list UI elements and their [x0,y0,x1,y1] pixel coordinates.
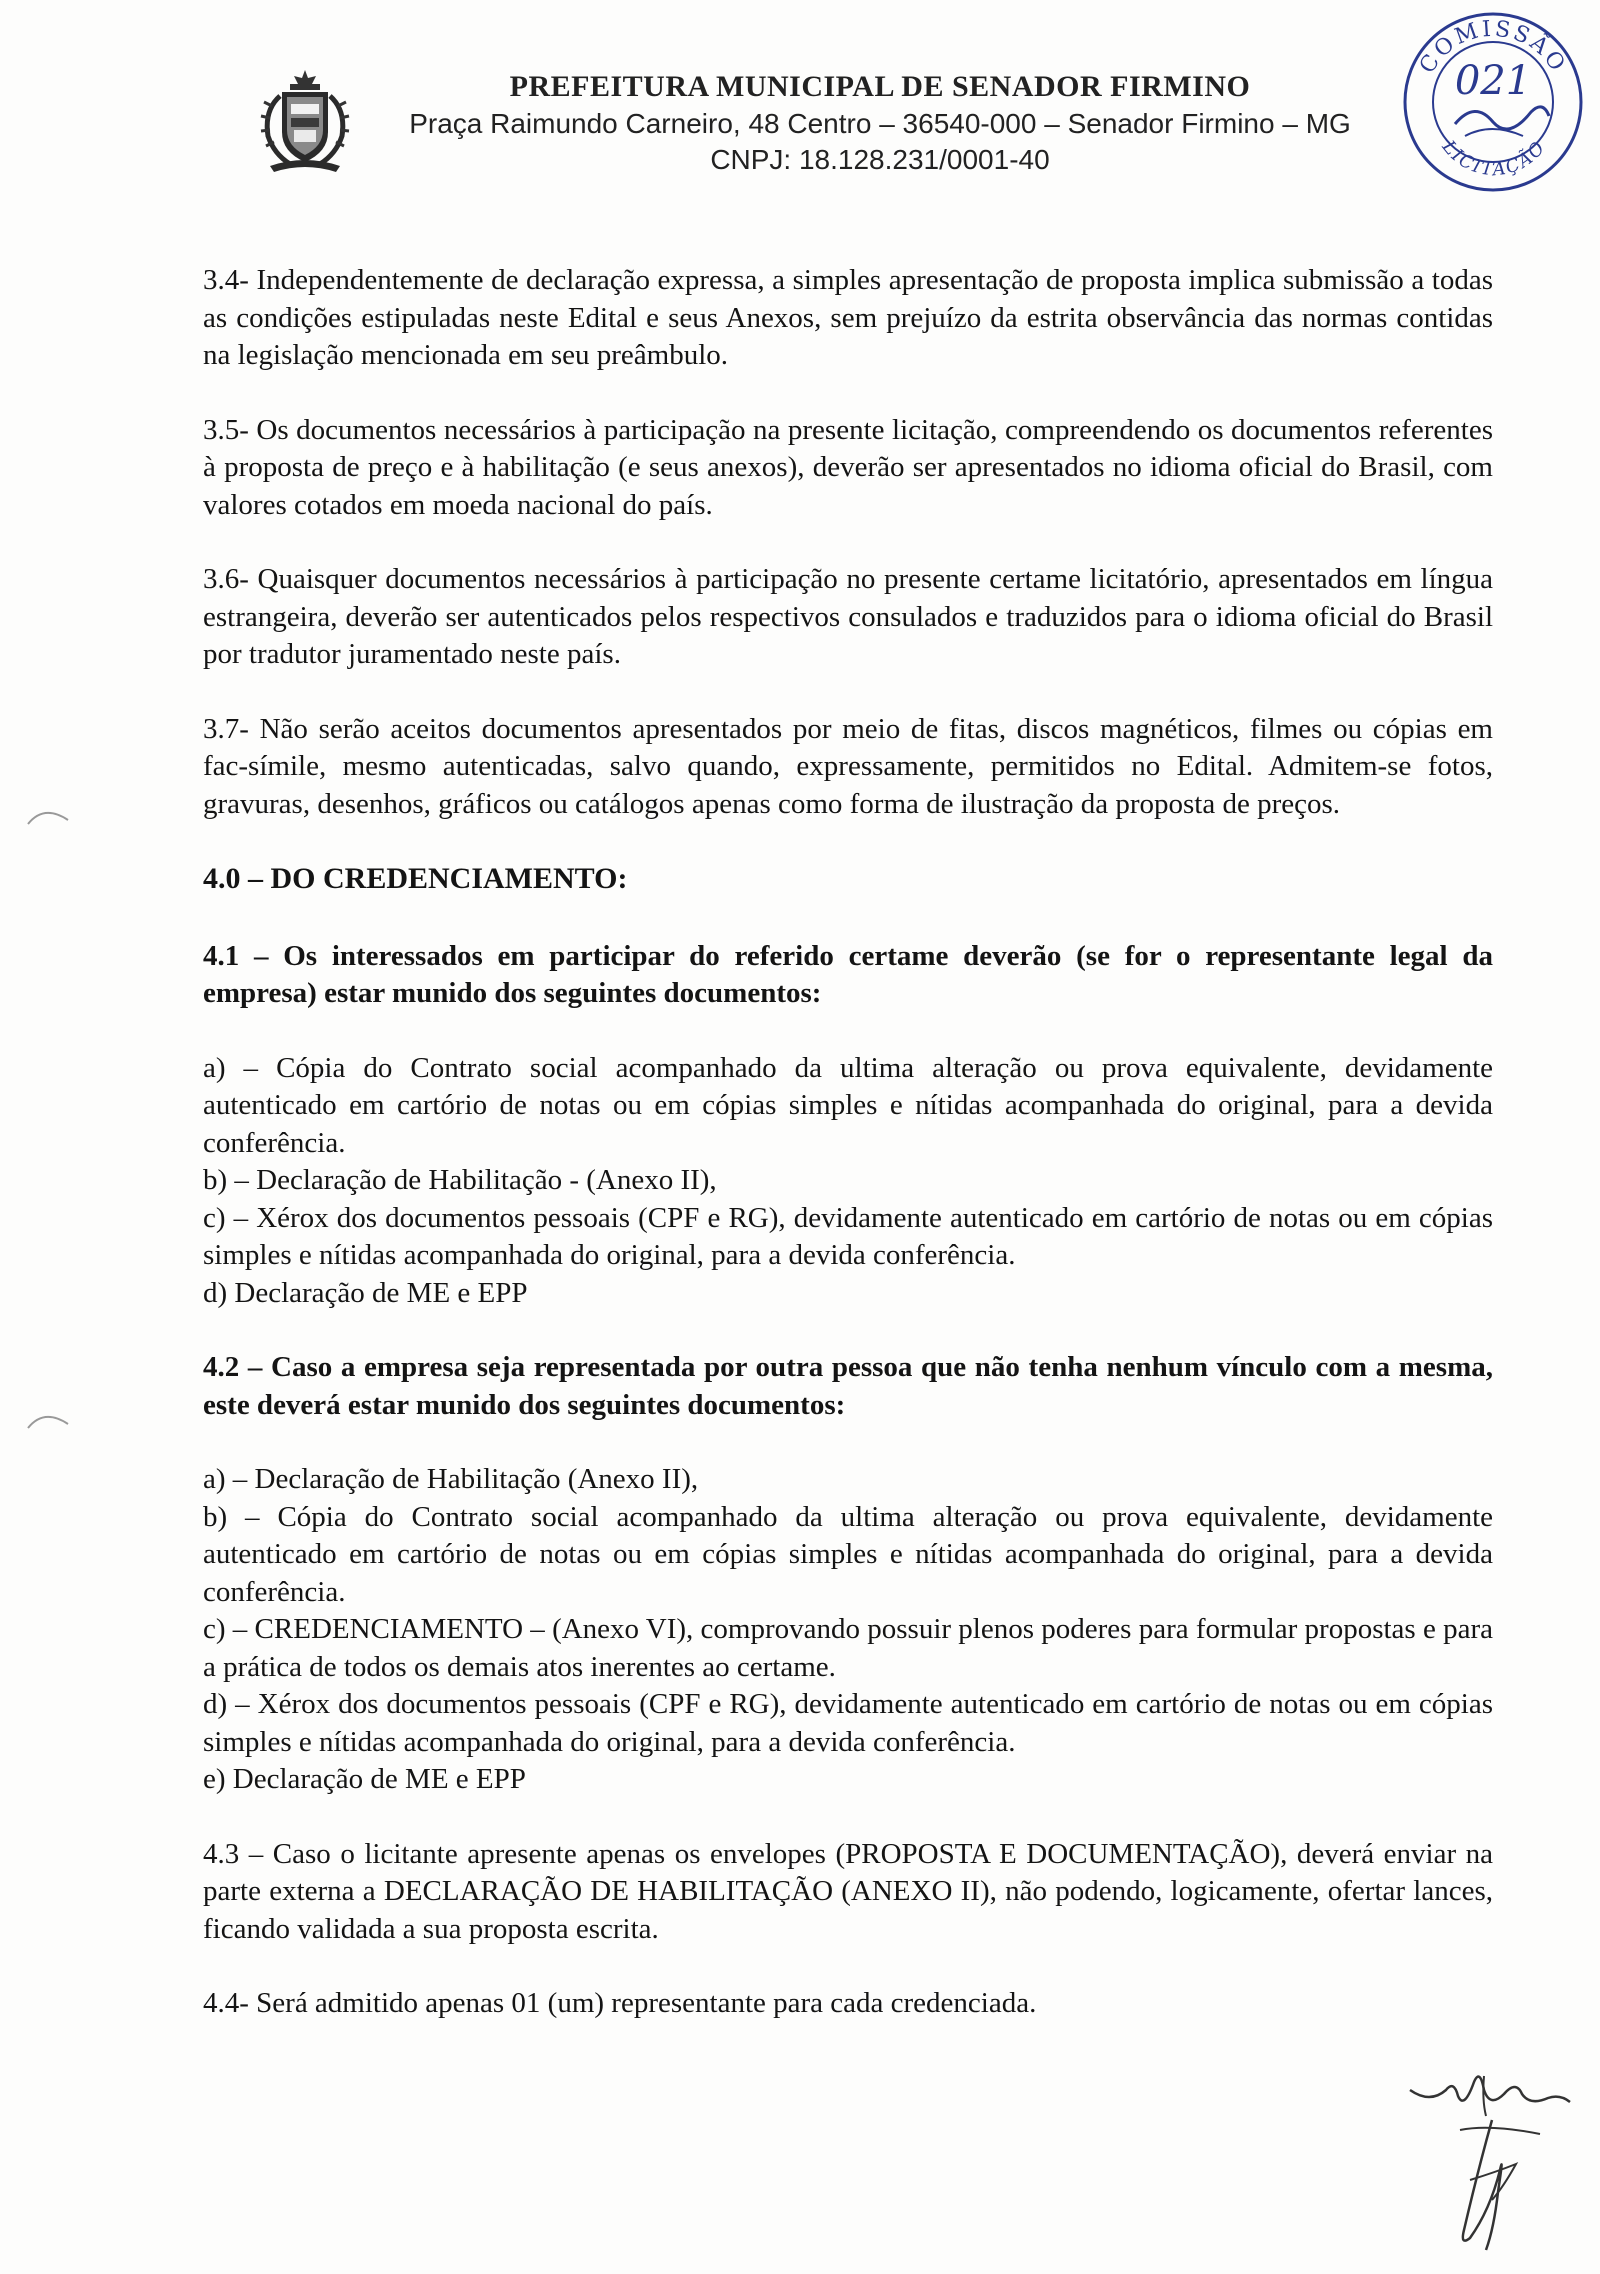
letterhead-address: Praça Raimundo Carneiro, 48 Centro – 36540-000 – Senador Firmino – MG [409,108,1351,139]
clause-4-3: 4.3 – Caso o licitante apresente apenas os envelopes (PROPOSTA E DOCUMENTAÇÃO), deverá enviar na parte externa a DECLARAÇÃO DE HABILITAÇÃO (ANEXO II), não podendo, logicamente, ofertar lances, ficando validada a sua proposta escrita. [203,1837,1493,1945]
clause-4-1-intro: 4.1 – Os interessados em participar do referido certame deverão (se for o representante legal da empresa) estar munido dos seguintes documentos: [203,939,1493,1009]
scan-mark [24,800,74,830]
list-item: e) Declaração de ME e EPP [203,1763,526,1795]
list-item: d) – Xérox dos documentos pessoais (CPF e RG), devidamente autenticado em cartório de notas ou em cópias simples e nítidas acompanhada do original, para a devida conferência. [203,1688,1493,1758]
stamp-number: 021 [1454,58,1532,104]
document-body [203,262,1493,2060]
clause-3-7: 3.7- Não serão aceitos documentos apresentados por meio de fitas, discos magnéticos, filmes ou cópias em fac-símile, mesmo autenticadas, salvo quando, expressamente, permitidos no Edital. Admitem-se fotos, gravuras, desenhos, gráficos ou catálogos apenas como forma de ilustração da proposta de preços. [203,712,1493,820]
clause-3-4: 3.4- Independentemente de declaração expressa, a simples apresentação de proposta implica submissão a todas as condições estipuladas neste Edital e seus Anexos, sem prejuízo da estrita observância das normas contidas na legislação mencionada em seu preâmbulo. [203,264,1493,371]
list-item: a) – Declaração de Habilitação (Anexo II), [203,1463,699,1495]
letterhead-cnpj: CNPJ: 18.128.231/0001-40 [710,144,1050,175]
letterhead [250,58,1400,178]
clause-3-5: 3.5- Os documentos necessários à participação na presente licitação, compreendendo os documentos referentes à proposta de preço e à habilitação (e seus anexos), deverão ser apresentados no idioma oficial do Brasil, com valores cotados em moeda nacional do país. [203,413,1493,521]
clause-3-6: 3.6- Quaisquer documentos necessários à participação no presente certame licitatório, apresentados em língua estrangeira, deverão ser autenticados pelos respectivos consulados e traduzidos para o idioma oficial do Brasil por tradutor juramentado neste país. [203,563,1493,670]
clause-4-2-intro: 4.2 – Caso a empresa seja representada por outra pessoa que não tenha nenhum vínculo com a mesma, este deverá estar munido dos seguintes documentos: [203,1351,1493,1421]
municipal-crest-logo [250,66,360,176]
list-item: c) – Xérox dos documentos pessoais (CPF e RG), devidamente autenticado em cartório de notas ou em cópias simples e nítidas acompanhada do original, para a devida conferência. [203,1201,1493,1271]
scan-mark [24,1404,74,1434]
commission-stamp [1395,4,1590,194]
section-heading-credenciamento: 4.0 – DO CREDENCIAMENTO: [203,862,628,895]
clause-4-2-list [203,1461,1493,1799]
list-item: d) Declaração de ME e EPP [203,1276,528,1309]
clause-4-1-list [203,1050,1493,1313]
letterhead-title: PREFEITURA MUNICIPAL DE SENADOR FIRMINO [509,70,1251,103]
list-item: b) – Cópia do Contrato social acompanhado da ultima alteração ou prova equivalente, devidamente autenticado em cartório de notas ou em cópias simples e nítidas acompanhada do original, para a devida conferência. [203,1500,1493,1608]
stamp-top-text: COMISSÃO [1414,16,1572,79]
list-item: c) – CREDENCIAMENTO – (Anexo VI), comprovando possuir plenos poderes para formular propostas e para a prática de todos os demais atos inerentes ao certame. [203,1613,1493,1683]
clause-4-4: 4.4- Será admitido apenas 01 (um) representante para cada credenciada. [203,1987,1037,2019]
handwritten-signature [1400,2060,1580,2260]
list-item: b) – Declaração de Habilitação - (Anexo II), [203,1164,717,1196]
list-item: a) – Cópia do Contrato social acompanhado da ultima alteração ou prova equivalente, devidamente autenticado em cartório de notas ou em cópias simples e nítidas acompanhada do original, para a devida conferência. [203,1051,1493,1159]
stamp-bottom-text: LICITAÇÃO [1437,136,1551,181]
